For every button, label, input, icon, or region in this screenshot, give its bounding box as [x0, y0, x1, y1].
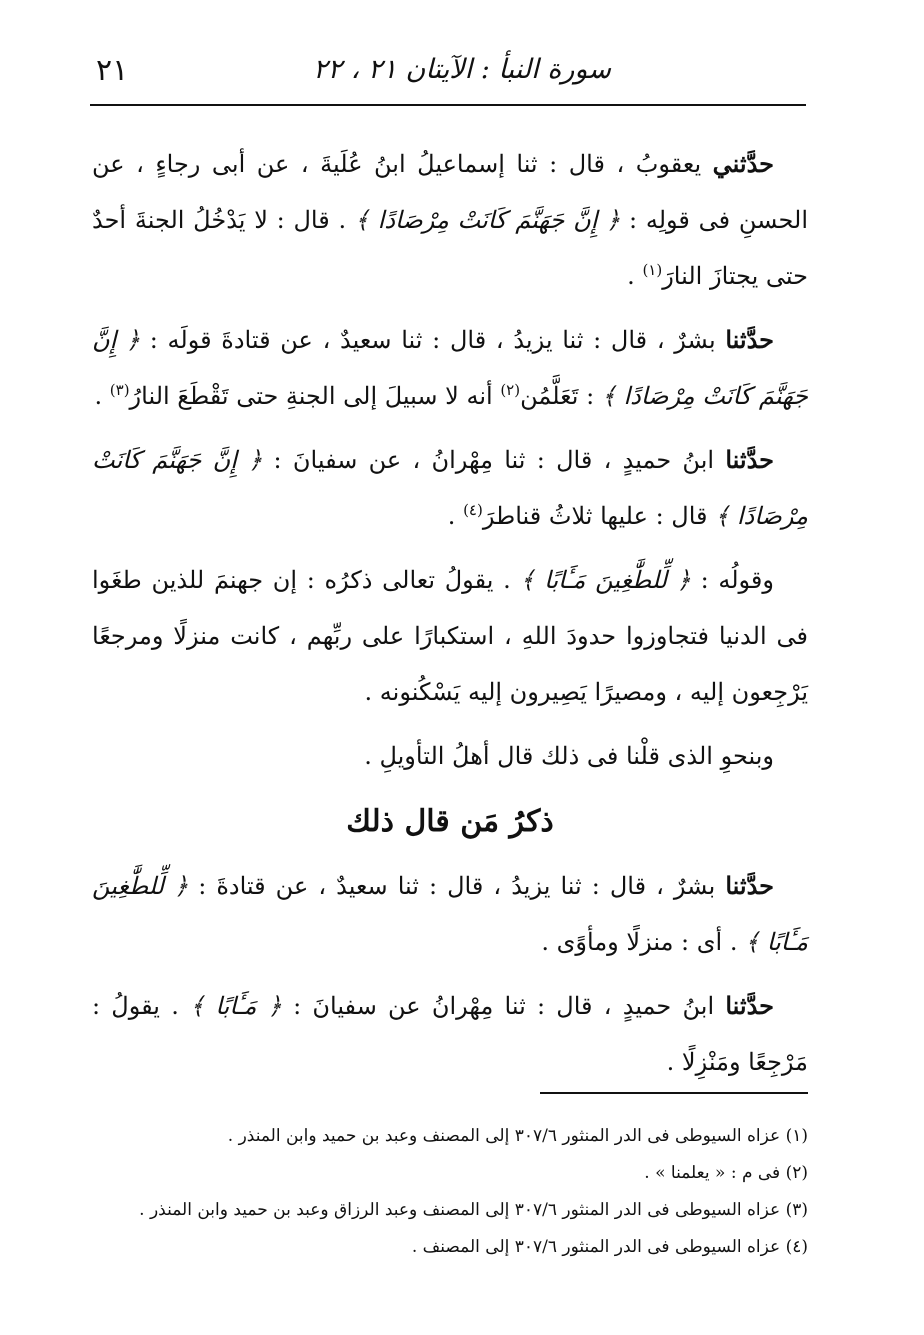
paragraph-text: . يقولُ : مَرْجِعًا ومَنْزِلًا . [92, 992, 808, 1076]
paragraph-text: ابنُ حميدٍ ، قال : ثنا مِهْرانُ ، عن سفيانَ : [262, 446, 726, 474]
paragraph-3 [92, 432, 808, 544]
narration-lead: حدَّثني [712, 149, 774, 178]
running-header-title: سورة النبأ : الآيتان ٢١ ، ٢٢ [313, 54, 611, 85]
quran-verse: ﴿ مَـَٔابًا ﴾ [190, 992, 282, 1020]
paragraph-text: يعقوبُ ، قال : ثنا إسماعيلُ ابنُ عُلَيةَ ، عن أبى رجاءٍ ، عن الحسنِ فى قولِه : [92, 150, 809, 234]
paragraph-text: . يقولُ تعالى ذكرُه : إن جهنمَ للذين طغَوا فى الدنيا فتجاوزوا حدودَ اللهِ ، استكبارًا على ربِّهم ، كانت منزلًا ومرجعًا يَرْجِعون إليه ، ومصيرًا يَصِيرون إليه يَسْكُنونه . [92, 566, 808, 706]
section-heading: ذكرُ مَن قال ذلك [346, 804, 554, 839]
footnote-2: (٢) فى م : « يعلمنا » . [644, 1163, 808, 1183]
paragraph-5 [92, 728, 808, 784]
page-number: ٢١ [96, 53, 129, 88]
paragraph-text: . [94, 382, 110, 410]
paragraph-text: أنه لا سبيلَ إلى الجنةِ حتى تَقْطَعَ النارُ [129, 382, 501, 410]
quran-verse: ﴿ لِّلطَّٰغِينَ مَـَٔابًا ﴾ [92, 872, 808, 956]
paragraph-text: . [627, 262, 643, 290]
footnote-divider [540, 1092, 808, 1094]
paragraph-text: ابنُ حميدٍ ، قال : ثنا مِهْرانُ عن سفيانَ : [281, 992, 726, 1020]
paragraph-4 [92, 552, 808, 720]
paragraph-text: . أى : منزلًا ومأوًى . [541, 928, 746, 956]
paragraph-text: بشرٌ ، قال : ثنا يزيدُ ، قال : ثنا سعيدٌ ، عن قتادةَ : [188, 872, 726, 900]
paragraph-text: وبنحوِ الذى قلْنا فى ذلك قال أهلُ التأويلِ . [364, 742, 774, 770]
footnotes [92, 1122, 808, 1270]
quran-verse: ﴿ إِنَّ جَهَنَّمَ كَانَتْ مِرْصَادًا ﴾ [92, 326, 808, 410]
narration-lead: حدَّثنا [725, 871, 774, 900]
footnote-ref[interactable]: (٣) [109, 381, 130, 399]
quran-verse: ﴿ إِنَّ جَهَنَّمَ كَانَتْ مِرْصَادًا ﴾ [92, 446, 808, 530]
paragraph-text: وقولُه : [690, 566, 774, 594]
paragraph-text: بشرٌ ، قال : ثنا يزيدُ ، قال : ثنا سعيدٌ ، عن قتادةَ قولَه : [140, 326, 726, 354]
paragraph-text: قال : عليها ثلاثُ قناطرَ [482, 502, 716, 530]
narration-lead: حدَّثنا [725, 445, 774, 474]
footnote-ref[interactable]: (٢) [500, 381, 521, 399]
paragraph-text: : تَعَلَّمُن [520, 382, 602, 410]
paragraph-2 [92, 312, 808, 424]
quran-verse: ﴿ إِنَّ جَهَنَّمَ كَانَتْ مِرْصَادًا ﴾ [354, 206, 621, 234]
footnote-1: (١) عزاه السيوطى فى الدر المنثور ٣٠٧/٦ إلى المصنف وعبد بن حميد وابن المنذر . [227, 1126, 808, 1146]
paragraph-6 [92, 858, 808, 970]
footnote-3: (٣) عزاه السيوطى فى الدر المنثور ٣٠٧/٦ إلى المصنف وعبد الرزاق وعبد بن حميد وابن المنذر . [139, 1200, 808, 1220]
footnote-ref[interactable]: (١) [642, 261, 663, 279]
header-divider [90, 104, 806, 106]
main-text [92, 136, 808, 1098]
paragraph-text: . [447, 502, 464, 530]
narration-lead: حدَّثنا [725, 991, 775, 1020]
paragraph-7 [92, 978, 808, 1090]
narration-lead: حدَّثنا [725, 325, 775, 354]
paragraph-1 [92, 136, 808, 304]
footnote-ref[interactable]: (٤) [463, 501, 483, 519]
quran-verse: ﴿ لِّلطَّٰغِينَ مَـَٔابًا ﴾ [520, 566, 691, 594]
footnote-4: (٤) عزاه السيوطى فى الدر المنثور ٣٠٧/٦ إلى المصنف . [411, 1237, 808, 1257]
paragraph-text: . قال : لا يَدْخُلُ الجنةَ أحدٌ حتى يجتازَ النارَ [92, 206, 808, 290]
